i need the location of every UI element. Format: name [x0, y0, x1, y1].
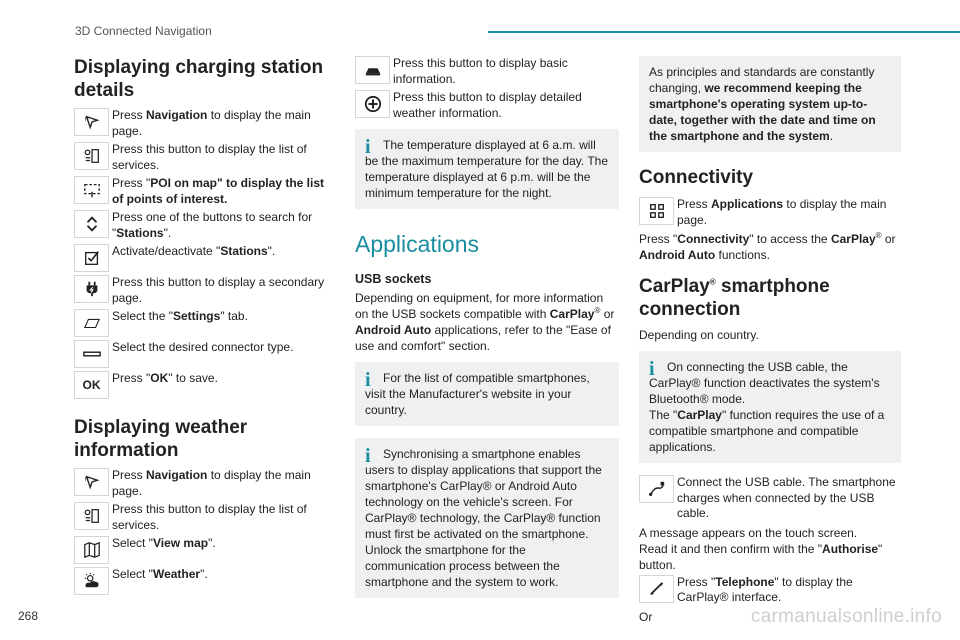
usb-cable-icon: [639, 475, 674, 503]
country-note: Depending on country.: [639, 328, 759, 342]
info-note: i The temperature displayed at 6 a.m. will be the maximum temperature for the day. The temperature displayed at 6 p.m. will be the minimum temperature for the night.: [355, 129, 619, 209]
recommendation-box: As principles and standards are constantly changing, we recommend keeping the smartphone's operating system up-to-date, together with the date and time on the smartphone and the system.: [639, 56, 901, 152]
step-row: [74, 536, 330, 564]
info-icon: i: [365, 445, 371, 467]
subheading-usb: USB sockets: [355, 272, 432, 286]
detailed-info-icon: [355, 90, 390, 118]
step-row: [74, 371, 330, 399]
step-text: Press Navigation to display the main page.: [112, 108, 311, 138]
basic-info-icon: [355, 56, 390, 84]
applications-grid-icon: [639, 197, 674, 225]
section-title-charging: Displaying charging station details: [74, 57, 324, 101]
running-header: 3D Connected Navigation: [75, 24, 212, 38]
step-row: [355, 90, 619, 121]
settings-tab-icon: [74, 309, 109, 337]
step-text: Select the desired connector type.: [112, 340, 294, 354]
services-list-icon: [74, 142, 109, 170]
header-accent-bar: [488, 31, 960, 33]
step-row: [74, 340, 330, 368]
column-1: [74, 56, 330, 598]
ok-icon: OK: [74, 371, 109, 399]
telephone-icon: [639, 575, 674, 603]
step-text: Press this button to display detailed weather information.: [393, 90, 582, 120]
page-number: 268: [18, 609, 39, 623]
step-row: Press Applications to display the main page.: [639, 197, 901, 228]
step-row: [74, 108, 330, 139]
step-text: Press "OK" to save.: [112, 371, 218, 385]
step-row: [355, 56, 619, 87]
weather-icon: [74, 567, 109, 595]
usb-paragraph: Depending on equipment, for more information on the USB sockets compatible with CarPlay® or Android Auto applications, refer to the "Ease of use and comfort" section.: [355, 291, 615, 353]
step-text: Press "POI on map" to display the list of points of interest.: [112, 176, 324, 206]
step-row: [74, 468, 330, 499]
connector-type-icon: [74, 340, 109, 368]
navigation-arrow-icon: [74, 108, 109, 136]
svg-text:N: N: [84, 117, 89, 124]
step-text: Press one of the buttons to search for "Stations".: [112, 210, 313, 240]
weather-steps: [74, 468, 330, 595]
step-text: Activate/deactivate "Stations".: [112, 244, 276, 258]
map-icon: [74, 536, 109, 564]
step-row: [74, 502, 330, 533]
step-row: [74, 244, 330, 272]
step-row: [74, 210, 330, 241]
step-row: Press "Telephone" to display the CarPlay® interface.: [639, 575, 901, 606]
step-text: Select "View map".: [112, 536, 216, 550]
info-note: i For the list of compatible smartphones, visit the Manufacturer's website in your country.: [355, 362, 619, 426]
step-text: Press this button to display the list of services.: [112, 142, 307, 172]
info-note: i On connecting the USB cable, the CarPlay® function deactivates the system's Bluetooth® mode. The "CarPlay" function requires the use of a compatible smartphone and compatible applications.: [639, 351, 901, 463]
charging-steps: [74, 108, 330, 399]
step-text: Select the "Settings" tab.: [112, 309, 248, 323]
section-title-weather: Displaying weather information: [74, 417, 248, 461]
column-2: [355, 56, 619, 610]
section-title-connectivity: Connectivity: [639, 167, 754, 188]
step-text: Press this button to display the list of services.: [112, 502, 307, 532]
navigation-arrow-icon: [74, 468, 109, 496]
step-text: Select "Weather".: [112, 567, 208, 581]
info-icon: i: [365, 369, 371, 391]
step-row: [74, 142, 330, 173]
step-row: Connect the USB cable. The smartphone charges when connected by the USB cable.: [639, 475, 901, 522]
step-row: [74, 176, 330, 207]
or-text: Or: [639, 609, 653, 624]
column-3: [639, 56, 901, 633]
step-text: Press Navigation to display the main page.: [112, 468, 311, 498]
step-row: [74, 275, 330, 306]
charging-plug-icon: [74, 275, 109, 303]
info-icon: i: [649, 358, 655, 380]
message-text: A message appears on the touch screen.: [639, 525, 858, 540]
svg-text:N: N: [84, 477, 89, 484]
watermark: carmanualsonline.info: [750, 606, 942, 627]
search-chevrons-icon: [74, 210, 109, 238]
info-note: i Synchronising a smartphone enables users to display applications that support the smartphone's CarPlay® or Android Auto technology on the vehicle's screen. For CarPlay® technology, the CarPlay® function must first be activated on the smartphone. Unlock the smartphone for the communication process between the smartphone and the system to work.: [355, 438, 619, 598]
info-icon: i: [365, 136, 371, 158]
step-text: Press this button to display a secondary page.: [112, 275, 325, 305]
section-title-carplay: CarPlay® smartphone connection: [639, 276, 830, 320]
services-list-icon: [74, 502, 109, 530]
step-row: [74, 567, 330, 595]
connectivity-paragraph: Press "Connectivity" to access the CarPlay® or Android Auto functions.: [639, 231, 896, 262]
authorise-text: Read it and then confirm with the "Authorise" button.: [639, 541, 883, 572]
step-text: Press this button to display basic information.: [393, 56, 568, 86]
step-row: [74, 309, 330, 337]
section-title-applications: Applications: [355, 231, 480, 257]
checkbox-icon: [74, 244, 109, 272]
poi-map-icon: [74, 176, 109, 204]
